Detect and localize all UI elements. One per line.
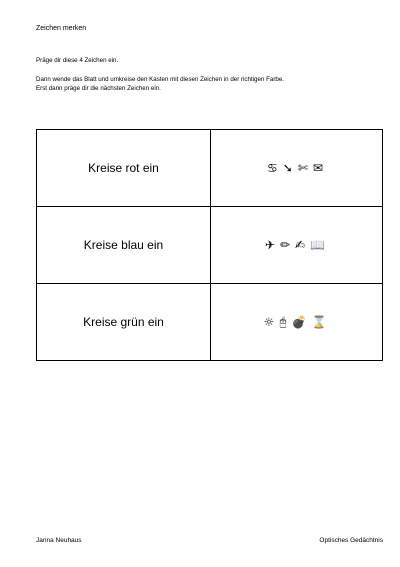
footer-author: Janna Neuhaus — [36, 537, 82, 544]
sun-icon: ☼ — [263, 314, 278, 329]
mouse-icon: 🖰 — [279, 314, 290, 329]
airplane-icon: ✈ — [264, 238, 278, 252]
writing-hand-icon: ✍ — [295, 238, 309, 252]
pencil-icon: ✏ — [279, 238, 294, 252]
symbol-box-blue[interactable] — [211, 207, 383, 284]
scissors-icon: ✄ — [297, 161, 311, 175]
row-label-blue: Kreise blau ein — [37, 207, 211, 284]
table-row-blue — [37, 207, 383, 284]
open-book-icon: 📖 — [310, 238, 329, 252]
page-header-title: Zeichen merken — [36, 25, 87, 32]
hourglass-icon: ⌛ — [311, 314, 330, 329]
table-row-red — [37, 130, 383, 207]
envelope-icon: ✉ — [312, 161, 326, 175]
table-row-green — [37, 284, 383, 361]
cancer-sign-icon: ♋ — [267, 161, 281, 175]
arrow-down-right-icon: ➘ — [282, 161, 296, 175]
row-label-green: Kreise grün ein — [37, 284, 211, 361]
instruction-line-3: Erst dann präge dir die nächsten Zeichen ein. — [36, 85, 161, 92]
footer-subject: Optisches Gedächtnis — [319, 537, 383, 544]
instruction-line-2: Dann wende das Blatt und umkreise den Kasten mit diesen Zeichen in der richtigen Farbe. — [36, 76, 284, 83]
symbol-box-green[interactable] — [211, 284, 383, 361]
instruction-line-1: Präge dir diese 4 Zeichen ein. — [36, 57, 119, 64]
bomb-icon: 💣 — [291, 314, 310, 329]
row-label-red: Kreise rot ein — [37, 130, 211, 207]
symbol-box-red[interactable] — [211, 130, 383, 207]
symbol-table — [36, 129, 383, 361]
